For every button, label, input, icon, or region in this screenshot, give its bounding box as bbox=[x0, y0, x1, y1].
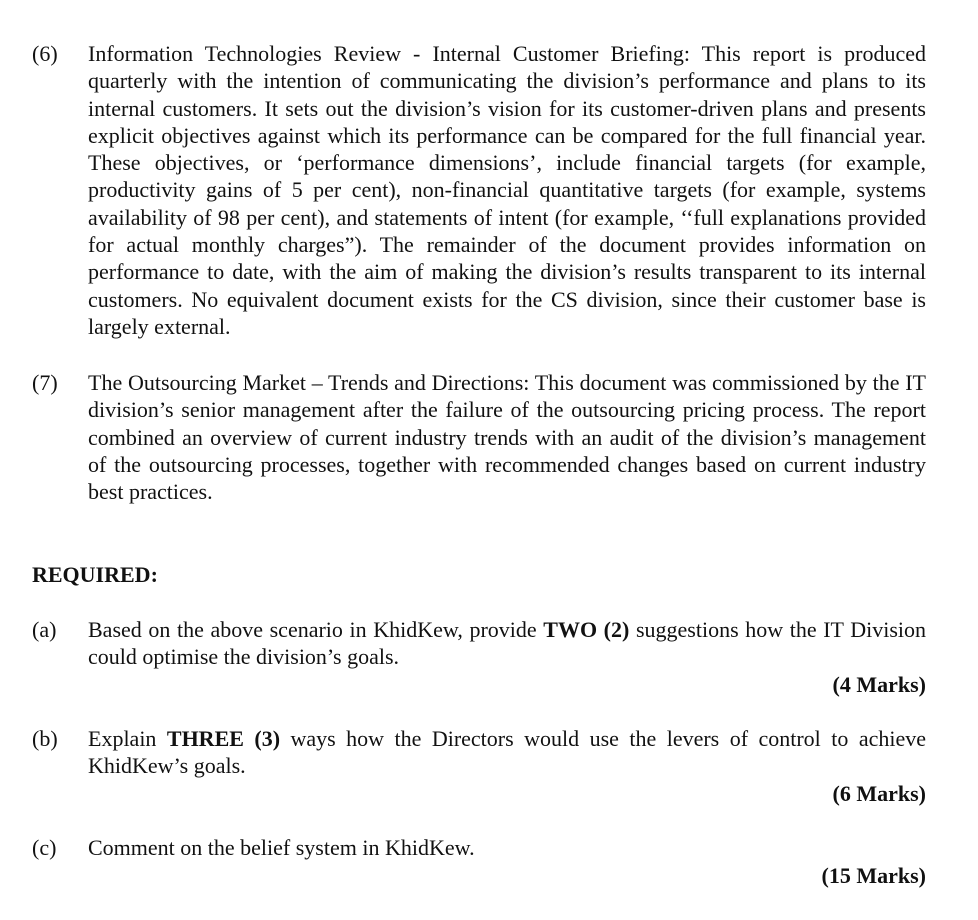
question-text-post: suggestions how the IT Division could optimise the division’s goals. bbox=[88, 617, 926, 670]
list-item-7 bbox=[32, 369, 926, 505]
question-label: (b) bbox=[32, 726, 58, 751]
question-text bbox=[88, 616, 926, 671]
question-label: (c) bbox=[32, 835, 57, 860]
question-text-pre: Based on the above scenario in KhidKew, provide bbox=[88, 617, 544, 642]
question-b bbox=[32, 725, 926, 780]
item-text: The Outsourcing Market – Trends and Directions: This document was commissioned by the IT division’s senior management after the failure of the outsourcing pricing process. The report combined an overview of current industry trends with an audit of the division’s management of the outsourcing processes, together with recommended changes based on current industry best practices. bbox=[88, 370, 926, 505]
question-a bbox=[32, 616, 926, 671]
required-heading: REQUIRED: bbox=[32, 562, 158, 587]
question-text-post: ways how the Directors would use the levers of control to achieve KhidKew’s goals. bbox=[88, 726, 926, 779]
question-c bbox=[32, 834, 926, 861]
question-emphasis: TWO (2) bbox=[543, 617, 630, 642]
question-text-pre: Explain bbox=[88, 726, 167, 751]
item-number: (6) bbox=[32, 41, 58, 66]
question-text bbox=[88, 834, 926, 861]
marks-a: (4 Marks) bbox=[832, 672, 926, 697]
marks-b: (6 Marks) bbox=[832, 781, 926, 806]
item-number: (7) bbox=[32, 370, 58, 395]
question-text bbox=[88, 725, 926, 780]
marks-c: (15 Marks) bbox=[821, 863, 926, 888]
list-item-6 bbox=[32, 40, 926, 340]
item-text: Information Technologies Review - Internal Customer Briefing: This report is produced quarterly with the intention of communicating the division’s performance and plans to its internal customers. It sets out the division’s vision for its customer-driven plans and presents explicit objectives against which its performance can be compared for the full financial year. These objectives, or ‘performance dimensions’, include financial targets (for example, productivity gains of 5 per cent), non-financial quantitative targets (for example, systems availability of 98 per cent), and statements of intent (for example, ‘‘full explanations provided for actual monthly charges”). The remainder of the document provides information on performance to date, with the aim of making the division’s results transparent to its internal customers. No equivalent document exists for the CS division, since their customer base is largely external. bbox=[88, 41, 926, 339]
question-text-pre: Comment on the belief system in KhidKew. bbox=[88, 835, 475, 860]
question-emphasis: THREE (3) bbox=[166, 726, 281, 751]
question-label: (a) bbox=[32, 617, 57, 642]
